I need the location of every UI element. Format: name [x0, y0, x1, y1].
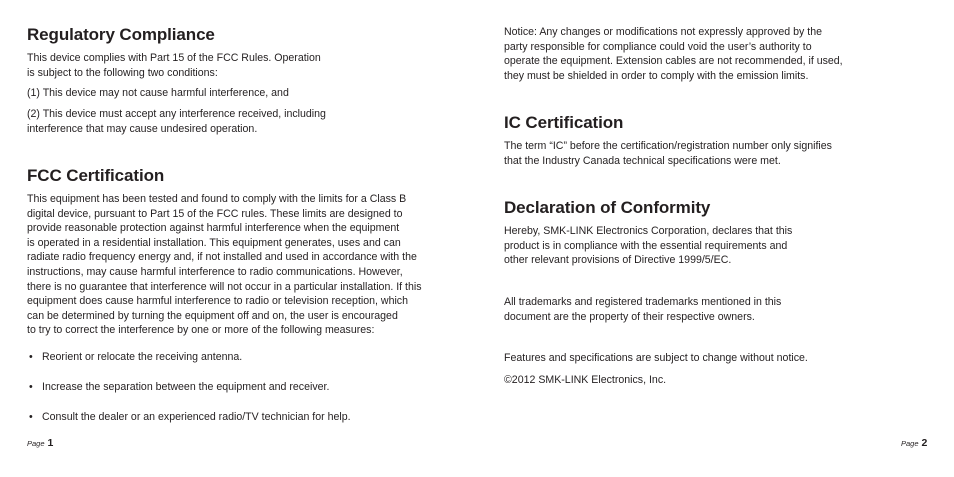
- text-line: Notice: Any changes or modifications not expressly approved by the: [504, 26, 822, 38]
- text-line: is operated in a residential installation. This equipment generates, uses and can: [27, 236, 401, 249]
- text-line: (2) This device must accept any interference received, including: [27, 108, 326, 120]
- text-line: can be determined by turning the equipment off and on, the user is encouraged: [27, 309, 398, 322]
- text-line: The term “IC” before the certification/registration number only signifies: [504, 140, 832, 152]
- text-line: All trademarks and registered trademarks mentioned in this: [504, 296, 782, 308]
- fcc-body-text: [27, 192, 422, 338]
- text-line: (1) This device may not cause harmful interference, and: [27, 87, 289, 99]
- page-number-value: 1: [47, 437, 54, 449]
- page-word: Page: [27, 439, 45, 448]
- text-line: Features and specifications are subject to change without notice.: [504, 352, 808, 364]
- text-line: Hereby, SMK-LINK Electronics Corporation, declares that this: [504, 225, 793, 237]
- text-line: there is no guarantee that interference will not occur in a particular installation. If this: [27, 280, 422, 293]
- text-line: that the Industry Canada technical specifications were met.: [504, 154, 781, 167]
- text-line: This device complies with Part 15 of the FCC Rules. Operation: [27, 52, 321, 64]
- text-line: other relevant provisions of Directive 1999/5/EC.: [504, 254, 732, 267]
- condition-2-text: [27, 107, 326, 136]
- text-line: instructions, may cause harmful interference to radio communications. However,: [27, 265, 403, 278]
- regulatory-compliance-heading: Regulatory Compliance: [27, 25, 215, 44]
- text-line: product is in compliance with the essential requirements and: [504, 239, 788, 252]
- text-line: operate the equipment. Extension cables are not recommended, if used,: [504, 55, 843, 68]
- list-item: [29, 380, 329, 395]
- text-line: party responsible for compliance could void the user’s authority to: [504, 40, 812, 53]
- text-line: is subject to the following two conditions:: [27, 66, 218, 79]
- text-line: to try to correct the interference by one or more of the following measures:: [27, 324, 375, 337]
- text-line: equipment does cause harmful interference to radio or television reception, which: [27, 295, 408, 308]
- text-line: This equipment has been tested and found to comply with the limits for a Class B: [27, 193, 407, 205]
- bullet-text: Reorient or relocate the receiving antenna.: [42, 351, 243, 363]
- text-line: they must be shielded in order to comply with the emission limits.: [504, 69, 809, 82]
- declaration-of-conformity-heading: Declaration of Conformity: [504, 198, 711, 217]
- text-line: provide reasonable protection against harmful interference when the equipment: [27, 222, 400, 235]
- bullet-text: Increase the separation between the equipment and receiver.: [42, 381, 330, 393]
- page-number-value: 2: [921, 437, 928, 449]
- list-item: [29, 410, 351, 425]
- condition-1-text: [27, 86, 289, 101]
- list-item: [29, 350, 242, 365]
- features-notice-text: [504, 351, 808, 366]
- notice-text: [504, 25, 843, 83]
- text-line: ©2012 SMK-LINK Electronics, Inc.: [504, 374, 667, 386]
- bullet-text: Consult the dealer or an experienced radio/TV technician for help.: [42, 411, 351, 423]
- page-word: Page: [901, 439, 919, 448]
- ic-certification-heading: IC Certification: [504, 113, 624, 132]
- regulatory-intro-text: [27, 51, 321, 80]
- text-line: document are the property of their respective owners.: [504, 310, 755, 323]
- ic-body-text: [504, 139, 832, 168]
- text-line: interference that may cause undesired operation.: [27, 122, 258, 135]
- bullet-icon: •: [29, 381, 33, 393]
- trademarks-text: [504, 295, 781, 324]
- page-number-left: [27, 437, 53, 449]
- text-line: digital device, pursuant to Part 15 of the FCC rules. These limits are designed to: [27, 207, 403, 220]
- fcc-certification-heading: FCC Certification: [27, 166, 165, 185]
- bullet-icon: •: [29, 411, 33, 423]
- text-line: radiate radio frequency energy and, if not installed and used in accordance with the: [27, 251, 417, 264]
- bullet-icon: •: [29, 351, 33, 363]
- copyright-text: [504, 373, 666, 388]
- declaration-body-text: [504, 224, 792, 268]
- page-number-right: [901, 437, 927, 449]
